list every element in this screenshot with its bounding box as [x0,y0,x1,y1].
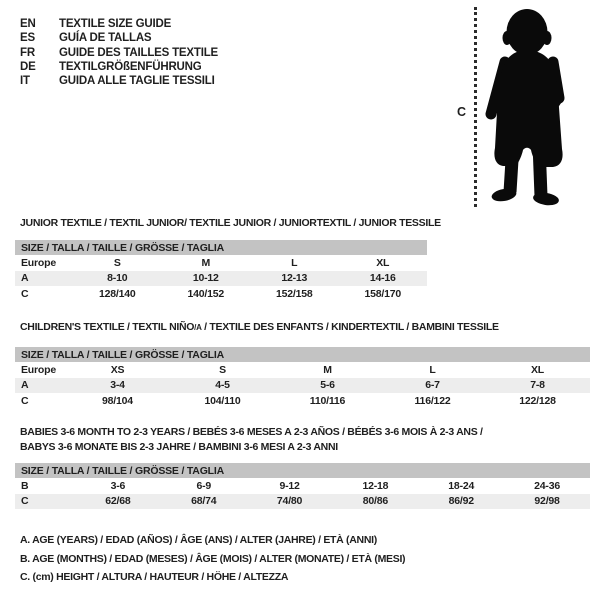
language-title-list [20,17,218,88]
language-code: ES [20,32,35,45]
table-cell: 110/116 [309,394,346,407]
table-cell: 6-7 [380,378,485,394]
table-row [15,494,590,510]
table-row [15,378,590,394]
table-cell: 68/74 [161,494,247,510]
height-measure-dotted-line [474,7,477,207]
table-cell: 8-10 [73,271,162,287]
table-cell: XL [376,256,390,269]
row-label: A [15,378,65,394]
table-cell: 10-12 [162,271,251,287]
table-cell: 140/152 [187,287,225,300]
table-cell: 24-36 [534,479,560,492]
language-row [20,31,218,45]
table-cell: 18-24 [448,479,475,492]
table-row [15,393,590,409]
language-title: GUÍA DE TALLAS [59,32,152,45]
table-cell: 9-12 [279,479,300,492]
size-header-band: SIZE / TALLA / TAILLE / GRÖSSE / TAGLIA [15,463,590,478]
row-label: B [21,479,29,492]
table-cell: 86/92 [418,494,504,510]
language-code: DE [20,60,36,73]
table-cell: S [113,256,121,269]
language-title: GUIDE DES TAILLES TEXTILE [59,46,218,59]
language-title: TEXTILGRÖßENFÜHRUNG [59,60,202,73]
legend-line-a: A. AGE (YEARS) / EDAD (AÑOS) / ÂGE (ANS) / ALTER (JAHRE) / ETÀ (ANNI) [20,534,377,546]
table-row [15,286,427,302]
table-cell: L [291,256,298,269]
junior-size-table [15,240,427,302]
table-cell: 152/158 [275,287,313,300]
table-cell: 14-16 [339,271,428,287]
children-title-subscript: /A [194,323,202,332]
size-header-row [15,240,427,255]
table-cell: 128/140 [98,287,136,300]
legend-line-b: B. AGE (MONTHS) / EDAD (MESES) / ÂGE (MOIS) / ALTER (MONATE) / ETÀ (MESI) [20,552,406,565]
language-title: TEXTILE SIZE GUIDE [59,18,172,30]
legend-line-c: C. (cm) HEIGHT / ALTURA / HAUTEUR / HÖHE / ALTEZZA [20,571,289,584]
table-row [15,478,590,494]
children-title-text: / TEXTILE DES ENFANTS / KINDERTEXTIL / BAMBINI TESSILE [201,321,499,333]
row-label: C [21,394,29,407]
babies-section-title [20,425,483,454]
table-cell: 4-5 [170,378,275,394]
table-cell: 104/110 [204,394,241,407]
table-row [15,271,427,287]
size-header-band: SIZE / TALLA / TAILLE / GRÖSSE / TAGLIA [15,347,590,362]
size-header-row [15,463,590,478]
table-cell: 12-13 [250,271,339,287]
table-cell: L [429,363,436,376]
table-cell: XL [530,363,545,376]
table-cell: 3-4 [65,378,170,394]
language-code: IT [20,75,30,88]
table-cell: 80/86 [332,494,418,510]
table-cell: 122/128 [519,394,556,407]
row-label: A [15,271,73,287]
table-cell: 3-6 [110,479,126,492]
table-row [15,255,427,271]
language-code: EN [20,18,36,30]
children-section-title [20,321,499,334]
children-size-table [15,347,590,409]
toddler-silhouette-icon [483,4,571,208]
row-label: C [21,287,29,300]
language-row [20,60,218,74]
table-cell: 5-6 [275,378,380,394]
table-cell: 12-18 [362,479,389,492]
table-cell: M [201,256,211,269]
junior-section-title: JUNIOR TEXTILE / TEXTIL JUNIOR/ TEXTILE JUNIOR / JUNIORTEXTIL / JUNIOR TESSILE [20,217,441,229]
language-row [20,46,218,60]
language-code: FR [20,46,35,59]
height-measure-label: C [457,105,467,119]
language-title: GUIDA ALLE TAGLIE TESSILI [59,75,215,88]
table-cell: 7-8 [485,378,590,394]
table-cell: 116/122 [414,394,451,407]
table-cell: 92/98 [504,494,590,510]
table-row [15,362,590,378]
table-cell: 74/80 [247,494,333,510]
measurement-legend [20,531,405,587]
table-cell: M [323,363,332,376]
row-label: Europe [21,256,56,269]
size-header-row [15,347,590,362]
babies-size-table [15,463,590,509]
table-cell: 62/68 [75,494,161,510]
children-title-text: CHILDREN'S TEXTILE / TEXTIL NIÑO [20,321,195,333]
babies-title-line-1: BABIES 3-6 MONTH TO 2-3 YEARS / BEBÉS 3-6 MESES A 2-3 AÑOS / BÉBÉS 3-6 MOIS À 2-3 ANS / [20,426,483,438]
size-header-band: SIZE / TALLA / TAILLE / GRÖSSE / TAGLIA [15,240,427,255]
babies-title-line-2: BABYS 3-6 MONATE BIS 2-3 JAHRE / BAMBINI 3-6 MESI A 2-3 ANNI [20,440,338,453]
table-cell: S [219,363,226,376]
table-cell: 98/104 [102,394,133,407]
row-label: Europe [21,363,56,376]
language-row [20,74,218,88]
table-cell: 158/170 [364,287,402,300]
table-cell: XS [110,363,125,376]
row-label: C [15,494,75,510]
table-cell: 6-9 [196,479,212,492]
language-row [20,17,218,31]
